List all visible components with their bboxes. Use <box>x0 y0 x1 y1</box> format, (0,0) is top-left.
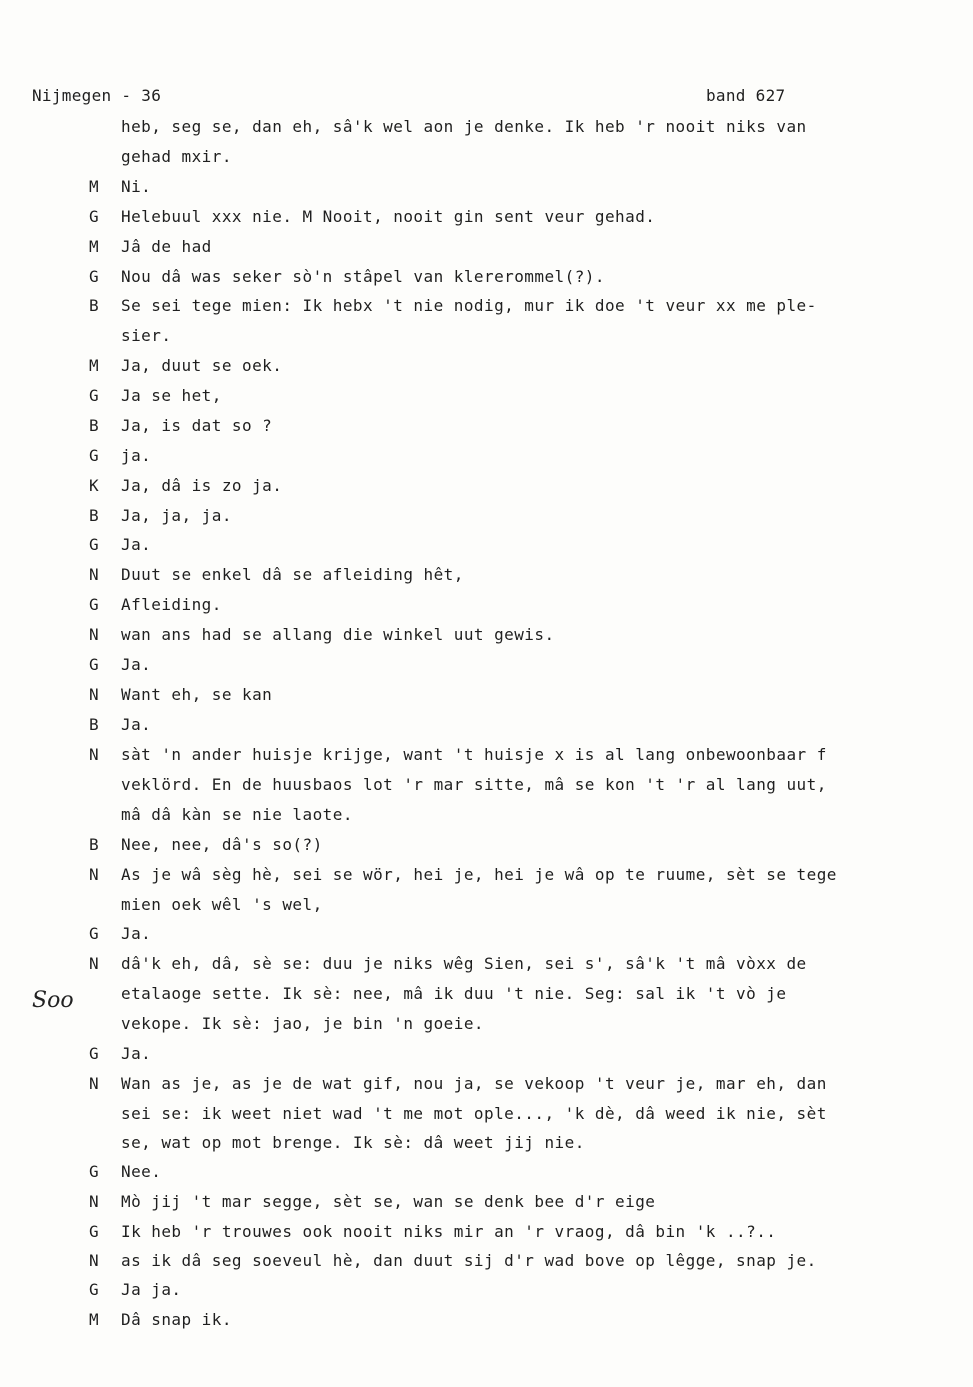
speaker-label: M <box>89 177 99 196</box>
transcript-line <box>0 386 973 416</box>
speaker-label: B <box>89 835 99 854</box>
transcript-line <box>0 1162 973 1192</box>
line-text: Dâ snap ik. <box>121 1310 232 1329</box>
transcript-line <box>0 565 973 595</box>
line-text: Ja. <box>121 535 152 554</box>
line-text: Ja. <box>121 1044 152 1063</box>
line-text: Nee. <box>121 1162 162 1181</box>
line-text: Jâ de had <box>121 237 212 256</box>
transcript-line <box>0 984 973 1014</box>
speaker-label: G <box>89 655 99 674</box>
speaker-label: N <box>89 1192 99 1211</box>
line-text: Ja. <box>121 924 152 943</box>
speaker-label: B <box>89 715 99 734</box>
transcript-line <box>0 895 973 925</box>
speaker-label: M <box>89 356 99 375</box>
transcript-line <box>0 805 973 835</box>
transcript-line <box>0 954 973 984</box>
transcript-line <box>0 1104 973 1134</box>
speaker-label: M <box>89 1310 99 1329</box>
transcript-line <box>0 625 973 655</box>
transcript-line <box>0 117 973 147</box>
speaker-label: G <box>89 386 99 405</box>
line-text: Mò jij 't mar segge, sèt se, wan se denk bee d'r eige <box>121 1192 656 1211</box>
speaker-label: G <box>89 446 99 465</box>
transcript-line <box>0 865 973 895</box>
speaker-label: G <box>89 1044 99 1063</box>
page-header-location: Nijmegen - 36 <box>32 86 162 105</box>
speaker-label: N <box>89 865 99 884</box>
speaker-label: N <box>89 954 99 973</box>
transcript-line <box>0 715 973 745</box>
line-text: as ik dâ seg soeveul hè, dan duut sij d'r wad bove op lêgge, snap je. <box>121 1251 817 1270</box>
transcript-line <box>0 326 973 356</box>
speaker-label: N <box>89 1251 99 1270</box>
transcript-line <box>0 267 973 297</box>
transcript-line <box>0 1044 973 1074</box>
line-text: Ja. <box>121 655 152 674</box>
line-text: sàt 'n ander huisje krijge, want 't huisje x is al lang onbewoonbaar f <box>121 745 827 764</box>
speaker-label: N <box>89 565 99 584</box>
transcript-line <box>0 775 973 805</box>
transcript-line <box>0 685 973 715</box>
line-text: Nou dâ was seker sò'n stâpel van klererommel(?). <box>121 267 605 286</box>
line-text: Ja ja. <box>121 1280 182 1299</box>
speaker-label: N <box>89 625 99 644</box>
line-text: ja. <box>121 446 152 465</box>
line-text: Ja, dâ is zo ja. <box>121 476 283 495</box>
transcript-line <box>0 1014 973 1044</box>
transcript-line <box>0 835 973 865</box>
line-text: mien oek wêl 's wel, <box>121 895 323 914</box>
speaker-label: G <box>89 1222 99 1241</box>
line-text: Ja, is dat so ? <box>121 416 273 435</box>
line-text: Duut se enkel dâ se afleiding hêt, <box>121 565 464 584</box>
transcript-line <box>0 296 973 326</box>
line-text: Se sei tege mien: Ik hebx 't nie nodig, mur ik doe 't veur xx me ple- <box>121 296 817 315</box>
line-text: veklörd. En de huusbaos lot 'r mar sitte, mâ se kon 't 'r al lang uut, <box>121 775 827 794</box>
line-text: Nee, nee, dâ's so(?) <box>121 835 323 854</box>
line-text: heb, seg se, dan eh, sâ'k wel aon je denke. Ik heb 'r nooit niks van <box>121 117 807 136</box>
transcript-line <box>0 1251 973 1281</box>
speaker-label: N <box>89 745 99 764</box>
transcript-line <box>0 416 973 446</box>
line-text: Ni. <box>121 177 152 196</box>
transcript-line <box>0 1280 973 1310</box>
transcript-line <box>0 147 973 177</box>
line-text: etalaoge sette. Ik sè: nee, mâ ik duu 't nie. Seg: sal ik 't vò je <box>121 984 787 1003</box>
line-text: As je wâ sèg hè, sei se wör, hei je, hei je wâ op te ruume, sèt se tege <box>121 865 837 884</box>
speaker-label: N <box>89 685 99 704</box>
line-text: Ik heb 'r trouwes ook nooit niks mir an 'r vraog, dâ bin 'k ..?.. <box>121 1222 777 1241</box>
line-text: dâ'k eh, dâ, sè se: duu je niks wêg Sien, sei s', sâ'k 't mâ vòxx de <box>121 954 807 973</box>
transcript-line <box>0 177 973 207</box>
line-text: Helebuul xxx nie. M Nooit, nooit gin sent veur gehad. <box>121 207 656 226</box>
speaker-label: G <box>89 1162 99 1181</box>
transcript-line <box>0 506 973 536</box>
line-text: Want eh, se kan <box>121 685 273 704</box>
line-text: vekope. Ik sè: jao, je bin 'n goeie. <box>121 1014 484 1033</box>
line-text: Wan as je, as je de wat gif, nou ja, se vekoop 't veur je, mar eh, dan <box>121 1074 827 1093</box>
handwritten-margin-note: Soo <box>32 988 74 1013</box>
line-text: se, wat op mot brenge. Ik sè: dâ weet jij nie. <box>121 1133 585 1152</box>
speaker-label: G <box>89 924 99 943</box>
transcript-line <box>0 1133 973 1163</box>
speaker-label: G <box>89 595 99 614</box>
transcript-line <box>0 655 973 685</box>
line-text: wan ans had se allang die winkel uut gewis. <box>121 625 555 644</box>
transcript-line <box>0 207 973 237</box>
speaker-label: K <box>89 476 99 495</box>
line-text: sier. <box>121 326 172 345</box>
speaker-label: N <box>89 1074 99 1093</box>
transcript-line <box>0 476 973 506</box>
line-text: gehad mxir. <box>121 147 232 166</box>
transcript-line <box>0 745 973 775</box>
transcript-line <box>0 535 973 565</box>
speaker-label: G <box>89 207 99 226</box>
line-text: Ja, ja, ja. <box>121 506 232 525</box>
transcript-line <box>0 924 973 954</box>
line-text: mâ dâ kàn se nie laote. <box>121 805 353 824</box>
line-text: Ja, duut se oek. <box>121 356 283 375</box>
transcript-line <box>0 237 973 267</box>
line-text: Ja. <box>121 715 152 734</box>
line-text: Ja se het, <box>121 386 222 405</box>
line-text: Afleiding. <box>121 595 222 614</box>
speaker-label: G <box>89 267 99 286</box>
speaker-label: G <box>89 535 99 554</box>
page-header-tape: band 627 <box>706 86 786 105</box>
line-text: sei se: ik weet niet wad 't me mot ople..., 'k dè, dâ weed ik nie, sèt <box>121 1104 827 1123</box>
transcript-line <box>0 1074 973 1104</box>
transcript-line <box>0 1192 973 1222</box>
transcript-line <box>0 356 973 386</box>
transcript-line <box>0 446 973 476</box>
transcript-line <box>0 1310 973 1340</box>
speaker-label: B <box>89 506 99 525</box>
transcript-line <box>0 595 973 625</box>
speaker-label: B <box>89 296 99 315</box>
transcript-line <box>0 1222 973 1252</box>
speaker-label: M <box>89 237 99 256</box>
speaker-label: B <box>89 416 99 435</box>
speaker-label: G <box>89 1280 99 1299</box>
